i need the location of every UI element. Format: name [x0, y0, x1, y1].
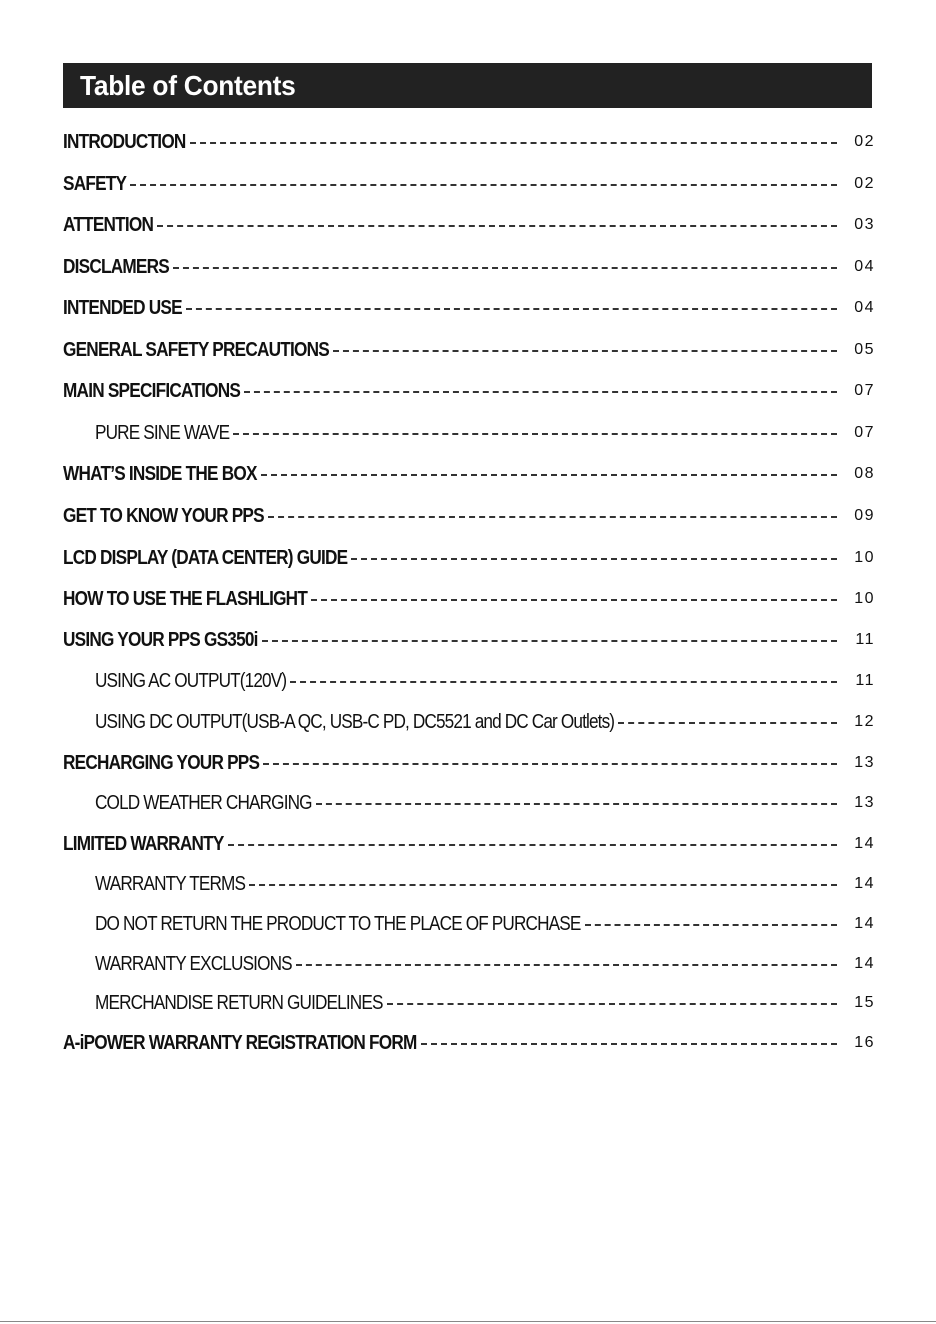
- toc-dot-leader: [228, 844, 837, 846]
- toc-dot-leader: [351, 558, 837, 560]
- toc-entry[interactable]: [63, 336, 875, 364]
- toc-page-number: 13: [854, 794, 875, 811]
- toc-page-number: 15: [854, 994, 875, 1011]
- toc-page-number: 14: [854, 835, 875, 852]
- toc-dot-leader: [249, 884, 837, 886]
- toc-entry[interactable]: [95, 989, 875, 1017]
- toc-entry[interactable]: [63, 502, 875, 530]
- toc-dot-leader: [290, 681, 837, 683]
- toc-page-number: 11: [855, 672, 875, 689]
- toc-dot-leader: [316, 803, 837, 805]
- toc-entry-title: INTENDED USE: [63, 296, 182, 319]
- toc-page-number: 12: [854, 713, 875, 730]
- toc-dot-leader: [244, 391, 837, 393]
- toc-page-number: 09: [854, 507, 875, 524]
- toc-entry[interactable]: [63, 460, 875, 488]
- toc-entry[interactable]: [63, 377, 875, 405]
- toc-dot-leader: [311, 599, 837, 601]
- toc-entry-title: DO NOT RETURN THE PRODUCT TO THE PLACE OF PURCHASE: [95, 912, 581, 935]
- toc-entry-title: ATTENTION: [63, 213, 154, 236]
- toc-entry[interactable]: [63, 211, 875, 239]
- toc-entry-title: INTRODUCTION: [63, 130, 186, 153]
- toc-page-number: 02: [854, 133, 875, 150]
- toc-dot-leader: [130, 184, 837, 186]
- toc-entry-title: USING YOUR PPS GS350i: [63, 628, 258, 651]
- toc-page-number: 03: [854, 216, 875, 233]
- toc-entry-title: WARRANTY TERMS: [95, 872, 246, 895]
- toc-page-number: 10: [854, 549, 875, 566]
- toc-dot-leader: [261, 474, 837, 476]
- toc-page-number: 14: [854, 875, 875, 892]
- toc-entry[interactable]: [63, 170, 875, 198]
- toc-page-number: 11: [855, 631, 875, 648]
- toc-page-number: 02: [854, 175, 875, 192]
- toc-page-number: 10: [854, 590, 875, 607]
- toc-page-number: 14: [854, 955, 875, 972]
- toc-entry-title: USING DC OUTPUT(USB-A QC, USB-C PD, DC5521 and DC Car Outlets): [95, 710, 615, 733]
- toc-entry[interactable]: [63, 585, 875, 613]
- toc-dot-leader: [263, 763, 837, 765]
- toc-entry[interactable]: [63, 544, 875, 572]
- toc-entry[interactable]: [63, 128, 875, 156]
- toc-entry-title: HOW TO USE THE FLASHLIGHT: [63, 587, 308, 610]
- toc-entry-title: LIMITED WARRANTY: [63, 832, 224, 855]
- toc-dot-leader: [233, 433, 837, 435]
- toc-page-number: 04: [854, 299, 875, 316]
- toc-entry-title: GET TO KNOW YOUR PPS: [63, 504, 264, 527]
- toc-entry[interactable]: [63, 626, 875, 654]
- toc-page-number: 07: [854, 382, 875, 399]
- toc-entry-title: A-iPOWER WARRANTY REGISTRATION FORM: [63, 1031, 417, 1054]
- toc-page-number: 05: [854, 341, 875, 358]
- toc-entry[interactable]: [95, 789, 875, 817]
- toc-dot-leader: [333, 350, 837, 352]
- toc-dot-leader: [618, 722, 837, 724]
- toc-entry-title: WHAT’S INSIDE THE BOX: [63, 462, 257, 485]
- toc-entry[interactable]: [95, 667, 875, 695]
- toc-entry[interactable]: [63, 1029, 875, 1057]
- page-title: Table of Contents: [80, 69, 296, 101]
- toc-dot-leader: [268, 516, 837, 518]
- toc-dot-leader: [173, 267, 837, 269]
- toc-page-number: 13: [854, 754, 875, 771]
- toc-page-number: 08: [854, 465, 875, 482]
- toc-dot-leader: [262, 640, 837, 642]
- toc-entry[interactable]: [63, 830, 875, 858]
- toc-entry[interactable]: [95, 708, 875, 736]
- toc-entry-title: DISCLAMERS: [63, 255, 169, 278]
- toc-page-number: 04: [854, 258, 875, 275]
- toc-page-number: 14: [854, 915, 875, 932]
- toc-entry-title: WARRANTY EXCLUSIONS: [95, 952, 292, 975]
- toc-page-number: 16: [854, 1034, 875, 1051]
- toc-entry-title: MERCHANDISE RETURN GUIDELINES: [95, 991, 383, 1014]
- toc-entry[interactable]: [95, 419, 875, 447]
- toc-entry-title: USING AC OUTPUT(120V): [95, 669, 287, 692]
- toc-dot-leader: [585, 924, 838, 926]
- toc-entry[interactable]: [63, 749, 875, 777]
- toc-entry-title: SAFETY: [63, 172, 127, 195]
- toc-entry[interactable]: [95, 950, 875, 978]
- toc-dot-leader: [296, 964, 837, 966]
- toc-dot-leader: [190, 142, 837, 144]
- toc-dot-leader: [387, 1003, 837, 1005]
- toc-entry-title: GENERAL SAFETY PRECAUTIONS: [63, 338, 329, 361]
- toc-page-number: 07: [854, 424, 875, 441]
- toc-entry-title: MAIN SPECIFICATIONS: [63, 379, 241, 402]
- toc-entry-title: LCD DISPLAY (DATA CENTER) GUIDE: [63, 546, 348, 569]
- toc-entry-title: RECHARGING YOUR PPS: [63, 751, 260, 774]
- toc-dot-leader: [421, 1043, 837, 1045]
- toc-entry[interactable]: [95, 870, 875, 898]
- toc-entry[interactable]: [95, 910, 875, 938]
- toc-entry[interactable]: [63, 253, 875, 281]
- toc-entry[interactable]: [63, 294, 875, 322]
- toc-dot-leader: [186, 308, 837, 310]
- bottom-divider: [0, 1321, 936, 1322]
- toc-entry-title: PURE SINE WAVE: [95, 421, 230, 444]
- toc-dot-leader: [157, 225, 837, 227]
- toc-entry-title: COLD WEATHER CHARGING: [95, 791, 312, 814]
